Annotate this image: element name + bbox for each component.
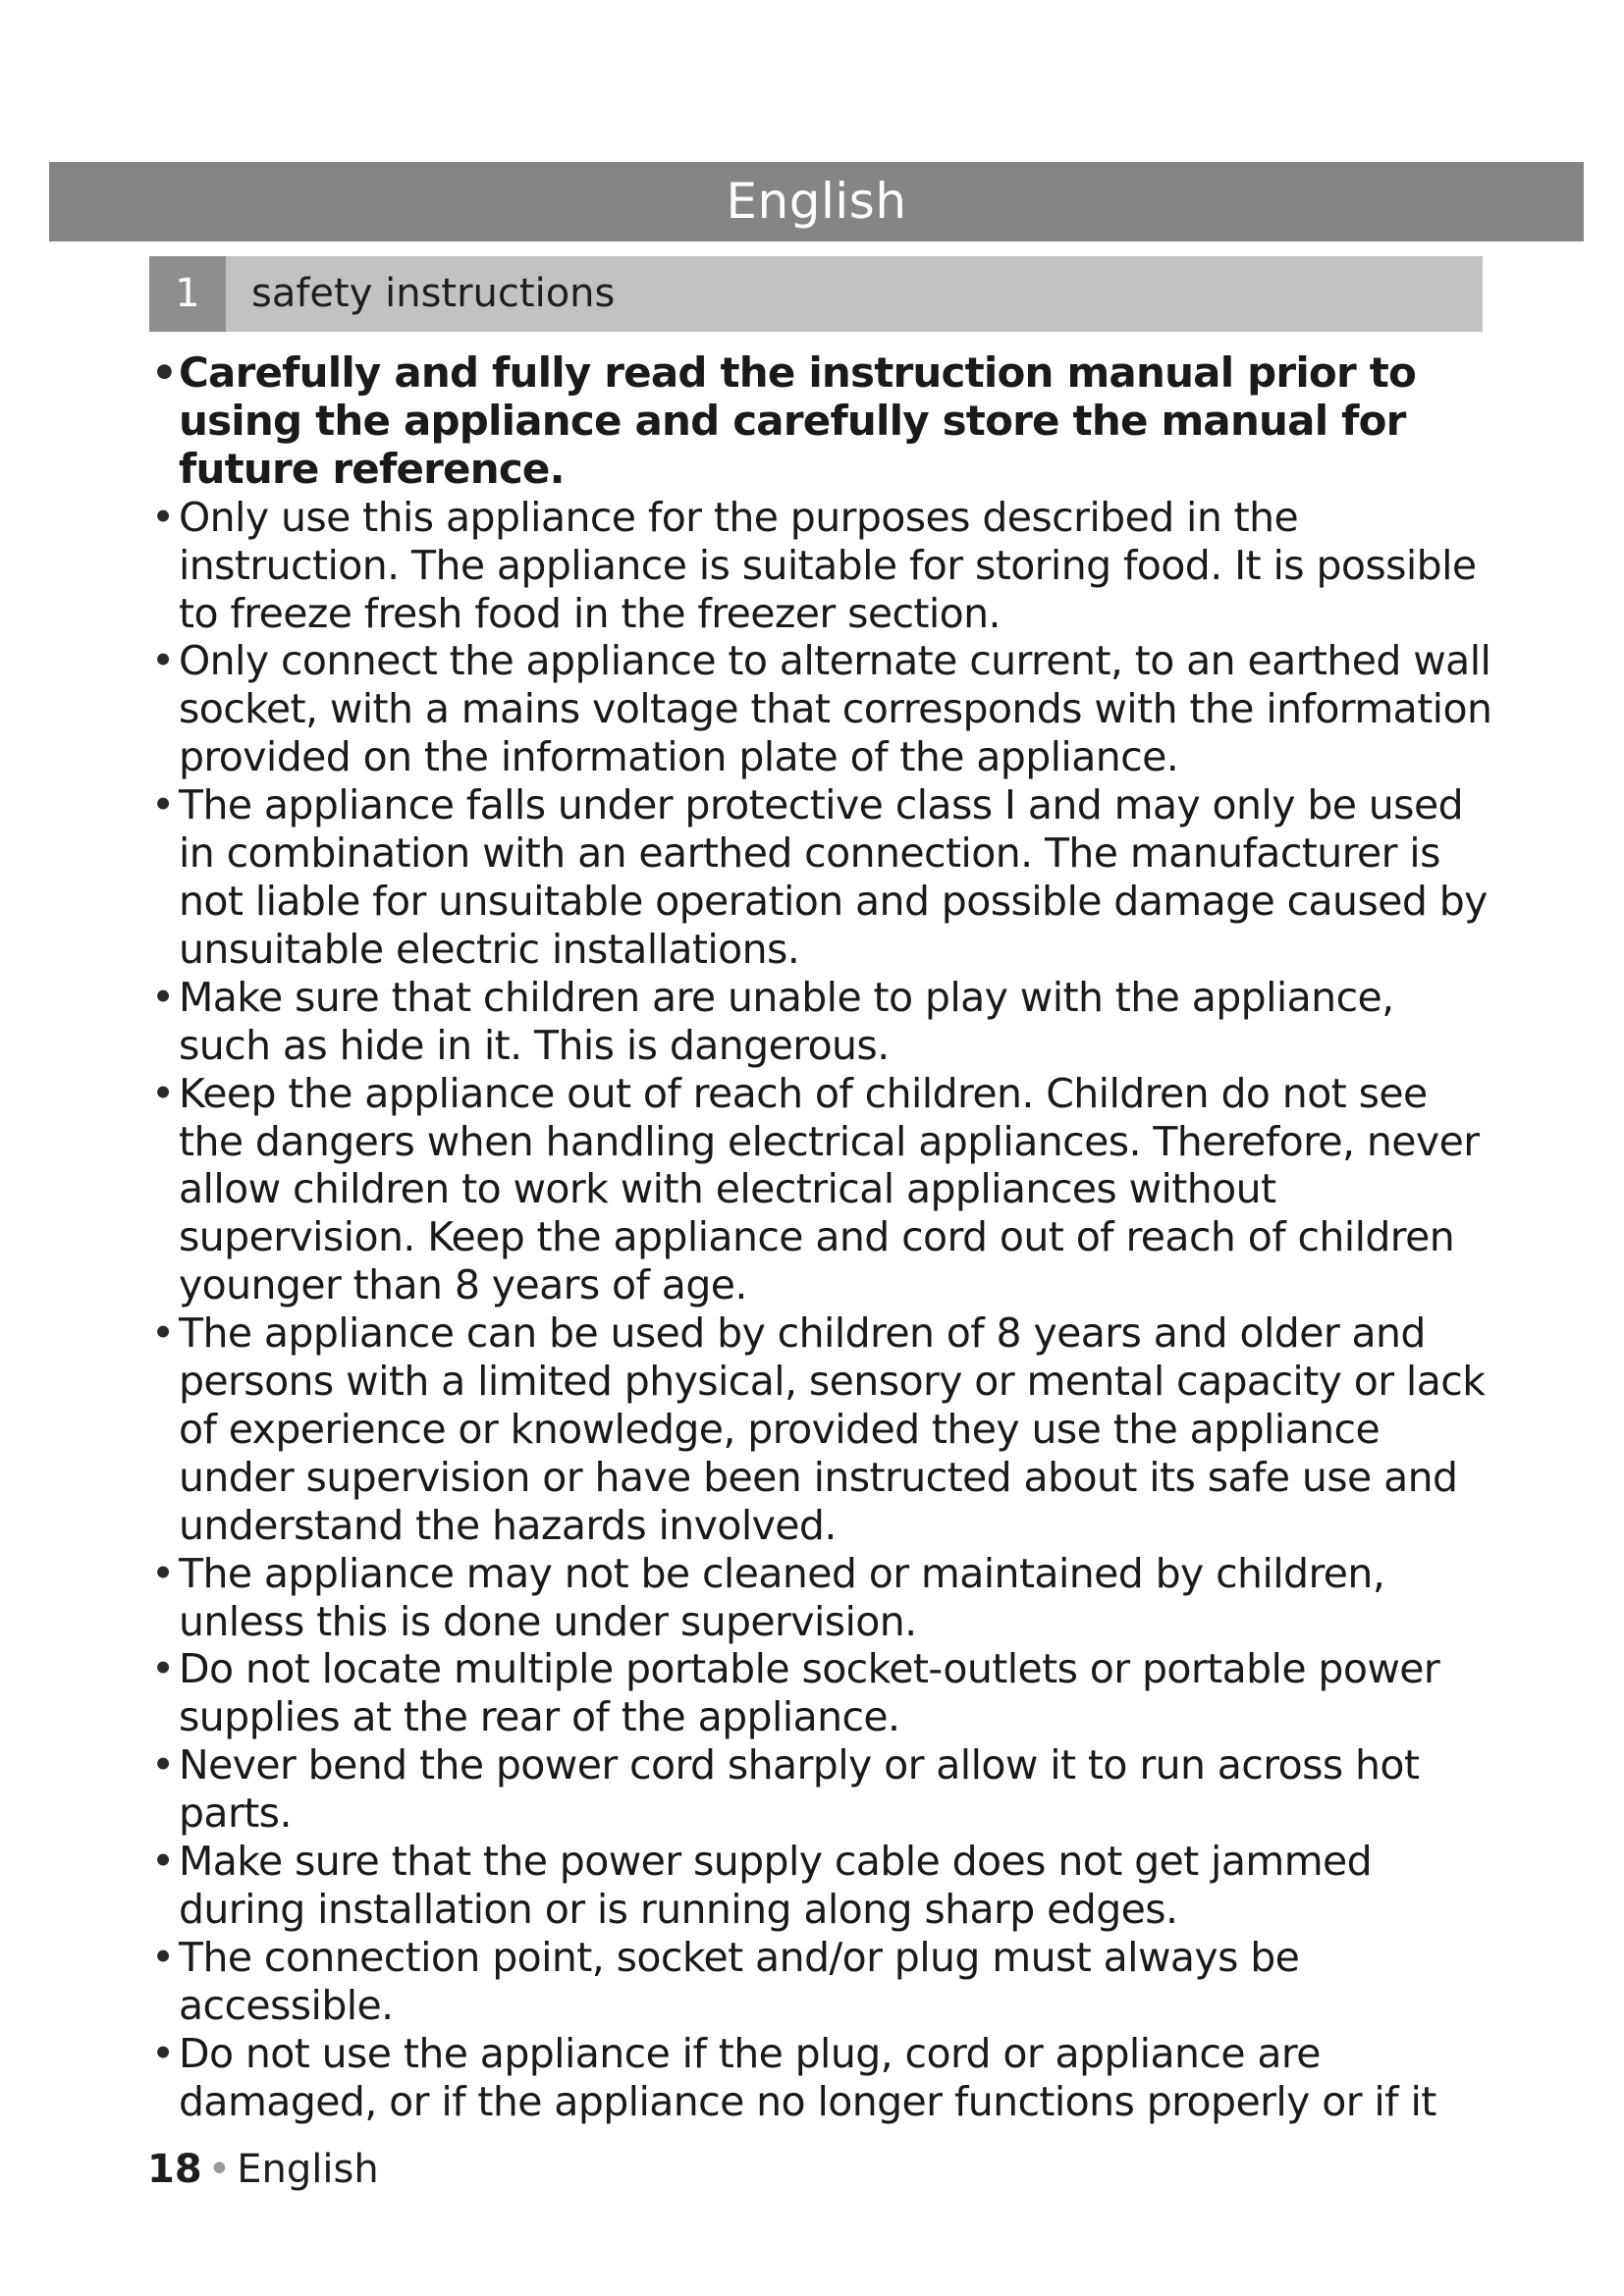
page-number: 18 (147, 2147, 202, 2192)
safety-instruction-list (147, 349, 1492, 2126)
instruction-item: • Only use this appliance for the purposes described in the instruction. The appliance is suitable for storing food. It is possible to freeze fresh food in the freezer section. (147, 494, 1492, 638)
section-heading (149, 256, 1483, 332)
instruction-item: • The appliance falls under protective class I and may only be used in combination with an earthed connection. The manufacturer is not liable for unsuitable operation and possible damage caused by unsuitable electric installations. (147, 781, 1492, 974)
page-footer (147, 2146, 379, 2193)
instruction-item: • The connection point, socket and/or plug must always be accessible. (147, 1934, 1492, 2030)
instruction-item: • Carefully and fully read the instruction manual prior to using the appliance and carefully store the manual for future reference. (147, 349, 1492, 494)
instruction-item: • The appliance may not be cleaned or maintained by children, unless this is done under supervision. (147, 1550, 1492, 1646)
language-header: English (49, 162, 1584, 241)
instruction-item: • Make sure that children are unable to play with the appliance, such as hide in it. This is dangerous. (147, 974, 1492, 1070)
footer-separator: • (207, 2147, 232, 2192)
instruction-item: • Do not locate multiple portable socket-outlets or portable power supplies at the rear of the appliance. (147, 1645, 1492, 1741)
section-title: safety instructions (251, 271, 616, 316)
instruction-item: • Keep the appliance out of reach of children. Children do not see the dangers when handling electrical appliances. Therefore, never allow children to work with electrical appliances without supervision. Keep the appliance and cord out of reach of children younger than 8 years of age. (147, 1070, 1492, 1310)
instruction-item: • Make sure that the power supply cable does not get jammed during installation or is running along sharp edges. (147, 1838, 1492, 1934)
instruction-item: • The appliance can be used by children of 8 years and older and persons with a limited physical, sensory or mental capacity or lack of experience or knowledge, provided they use the appliance under supervision or have been instructed about its safe use and understand the hazards involved. (147, 1309, 1492, 1550)
instruction-item: • Never bend the power cord sharply or allow it to run across hot parts. (147, 1741, 1492, 1838)
section-number: 1 (149, 256, 226, 332)
instruction-item: • Only connect the appliance to alternate current, to an earthed wall socket, with a mains voltage that corresponds with the information provided on the information plate of the appliance. (147, 637, 1492, 781)
instruction-item: • Do not use the appliance if the plug, cord or appliance are damaged, or if the appliance no longer functions properly or if it (147, 2030, 1492, 2126)
footer-language: English (237, 2147, 379, 2192)
